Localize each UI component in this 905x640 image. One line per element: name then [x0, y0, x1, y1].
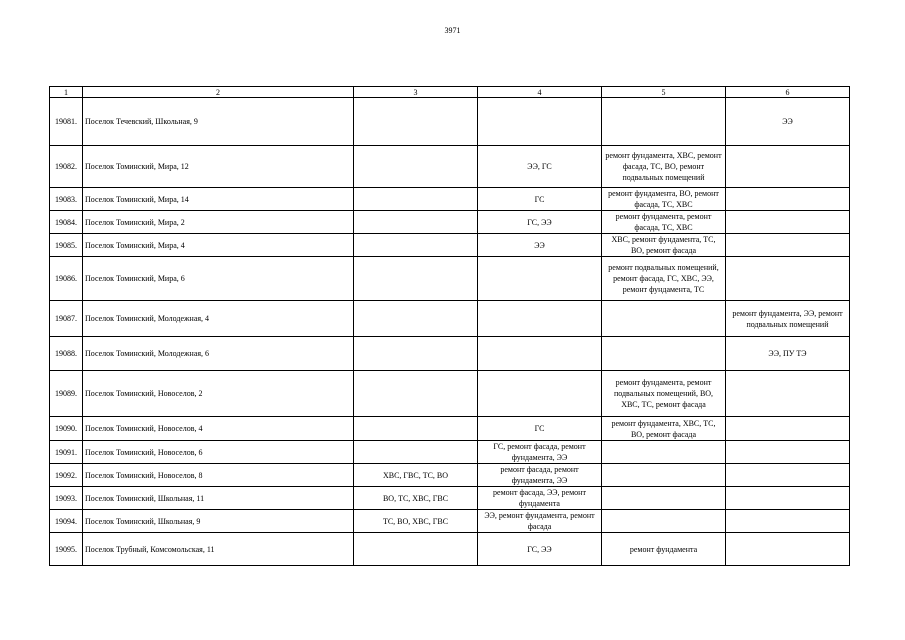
column-5-cell — [602, 337, 726, 371]
row-number: 19092. — [50, 464, 83, 487]
column-6-cell — [726, 257, 850, 301]
column-6-cell — [726, 146, 850, 188]
row-number: 19090. — [50, 417, 83, 441]
column-6-cell — [726, 487, 850, 510]
column-6-cell — [726, 211, 850, 234]
column-6-cell — [726, 188, 850, 211]
column-header: 2 — [83, 87, 354, 98]
table-row — [50, 417, 850, 441]
column-4-cell: ГС — [478, 188, 602, 211]
column-3-cell — [354, 441, 478, 464]
column-4-cell: ГС — [478, 417, 602, 441]
column-3-cell — [354, 211, 478, 234]
column-3-cell: ВО, ТС, ХВС, ГВС — [354, 487, 478, 510]
address-cell: Поселок Томинский, Мира, 14 — [83, 188, 354, 211]
table-row — [50, 257, 850, 301]
column-5-cell: ремонт подвальных помещений, ремонт фасада, ГС, ХВС, ЭЭ, ремонт фундамента, ТС — [602, 257, 726, 301]
row-number: 19087. — [50, 301, 83, 337]
row-number: 19082. — [50, 146, 83, 188]
column-header: 3 — [354, 87, 478, 98]
address-cell: Поселок Томинский, Новоселов, 6 — [83, 441, 354, 464]
address-cell: Поселок Течевский, Школьная, 9 — [83, 98, 354, 146]
row-number: 19094. — [50, 510, 83, 533]
column-3-cell — [354, 301, 478, 337]
table-row — [50, 98, 850, 146]
column-3-cell — [354, 533, 478, 566]
column-3-cell — [354, 417, 478, 441]
column-3-cell — [354, 146, 478, 188]
address-cell: Поселок Трубный, Комсомольская, 11 — [83, 533, 354, 566]
row-number: 19083. — [50, 188, 83, 211]
table-row — [50, 487, 850, 510]
column-5-cell: ремонт фундамента, ХВС, ТС, ВО, ремонт фасада — [602, 417, 726, 441]
column-5-cell — [602, 301, 726, 337]
address-cell: Поселок Томинский, Школьная, 11 — [83, 487, 354, 510]
column-5-cell — [602, 441, 726, 464]
column-5-cell — [602, 510, 726, 533]
column-3-cell — [354, 234, 478, 257]
column-5-cell: ремонт фундамента — [602, 533, 726, 566]
column-6-cell — [726, 441, 850, 464]
row-number: 19093. — [50, 487, 83, 510]
column-6-cell: ремонт фундамента, ЭЭ, ремонт подвальных помещений — [726, 301, 850, 337]
column-4-cell — [478, 301, 602, 337]
table-row — [50, 464, 850, 487]
address-cell: Поселок Томинский, Мира, 6 — [83, 257, 354, 301]
column-header: 1 — [50, 87, 83, 98]
row-number: 19086. — [50, 257, 83, 301]
column-6-cell — [726, 371, 850, 417]
table-row — [50, 211, 850, 234]
column-number-row — [50, 87, 850, 98]
column-6-cell — [726, 464, 850, 487]
column-6-cell — [726, 417, 850, 441]
table-row — [50, 234, 850, 257]
column-3-cell — [354, 257, 478, 301]
column-5-cell: ремонт фундамента, ремонт фасада, ТС, ХВС — [602, 211, 726, 234]
column-4-cell: ГС, ЭЭ — [478, 211, 602, 234]
column-5-cell — [602, 464, 726, 487]
column-4-cell: ремонт фасада, ЭЭ, ремонт фундамента — [478, 487, 602, 510]
column-5-cell: ХВС, ремонт фундамента, ТС, ВО, ремонт фасада — [602, 234, 726, 257]
column-3-cell: ТС, ВО, ХВС, ГВС — [354, 510, 478, 533]
column-5-cell: ремонт фундамента, ХВС, ремонт фасада, ТС, ВО, ремонт подвальных помещений — [602, 146, 726, 188]
column-6-cell: ЭЭ — [726, 98, 850, 146]
column-3-cell — [354, 337, 478, 371]
column-6-cell — [726, 234, 850, 257]
column-header: 6 — [726, 87, 850, 98]
column-4-cell: ЭЭ, ГС — [478, 146, 602, 188]
row-number: 19089. — [50, 371, 83, 417]
row-number: 19095. — [50, 533, 83, 566]
column-4-cell: ремонт фасада, ремонт фундамента, ЭЭ — [478, 464, 602, 487]
address-cell: Поселок Томинский, Школьная, 9 — [83, 510, 354, 533]
column-3-cell — [354, 371, 478, 417]
housing-repair-table — [49, 86, 850, 566]
row-number: 19088. — [50, 337, 83, 371]
row-number: 19085. — [50, 234, 83, 257]
address-cell: Поселок Томинский, Мира, 2 — [83, 211, 354, 234]
table-row — [50, 371, 850, 417]
column-header: 4 — [478, 87, 602, 98]
address-cell: Поселок Томинский, Молодежная, 4 — [83, 301, 354, 337]
address-cell: Поселок Томинский, Новоселов, 4 — [83, 417, 354, 441]
column-header: 5 — [602, 87, 726, 98]
column-4-cell: ЭЭ, ремонт фундамента, ремонт фасада — [478, 510, 602, 533]
address-cell: Поселок Томинский, Новоселов, 2 — [83, 371, 354, 417]
column-4-cell — [478, 371, 602, 417]
column-5-cell: ремонт фундамента, ВО, ремонт фасада, ТС, ХВС — [602, 188, 726, 211]
column-6-cell — [726, 533, 850, 566]
table-row — [50, 510, 850, 533]
page-number: 3971 — [444, 26, 461, 35]
row-number: 19081. — [50, 98, 83, 146]
address-cell: Поселок Томинский, Мира, 4 — [83, 234, 354, 257]
column-4-cell: ЭЭ — [478, 234, 602, 257]
column-5-cell — [602, 487, 726, 510]
column-4-cell: ГС, ремонт фасада, ремонт фундамента, ЭЭ — [478, 441, 602, 464]
table-body — [50, 98, 850, 566]
column-5-cell — [602, 98, 726, 146]
address-cell: Поселок Томинский, Новоселов, 8 — [83, 464, 354, 487]
row-number: 19091. — [50, 441, 83, 464]
row-number: 19084. — [50, 211, 83, 234]
column-4-cell — [478, 98, 602, 146]
column-4-cell: ГС, ЭЭ — [478, 533, 602, 566]
column-4-cell — [478, 337, 602, 371]
table-row — [50, 188, 850, 211]
table-row — [50, 146, 850, 188]
column-3-cell — [354, 98, 478, 146]
table-row — [50, 533, 850, 566]
table-row — [50, 337, 850, 371]
column-5-cell: ремонт фундамента, ремонт подвальных помещений, ВО, ХВС, ТС, ремонт фасада — [602, 371, 726, 417]
table-row — [50, 441, 850, 464]
table-row — [50, 301, 850, 337]
column-4-cell — [478, 257, 602, 301]
column-6-cell — [726, 510, 850, 533]
column-6-cell: ЭЭ, ПУ ТЭ — [726, 337, 850, 371]
address-cell: Поселок Томинский, Мира, 12 — [83, 146, 354, 188]
column-3-cell — [354, 188, 478, 211]
column-3-cell: ХВС, ГВС, ТС, ВО — [354, 464, 478, 487]
address-cell: Поселок Томинский, Молодежная, 6 — [83, 337, 354, 371]
